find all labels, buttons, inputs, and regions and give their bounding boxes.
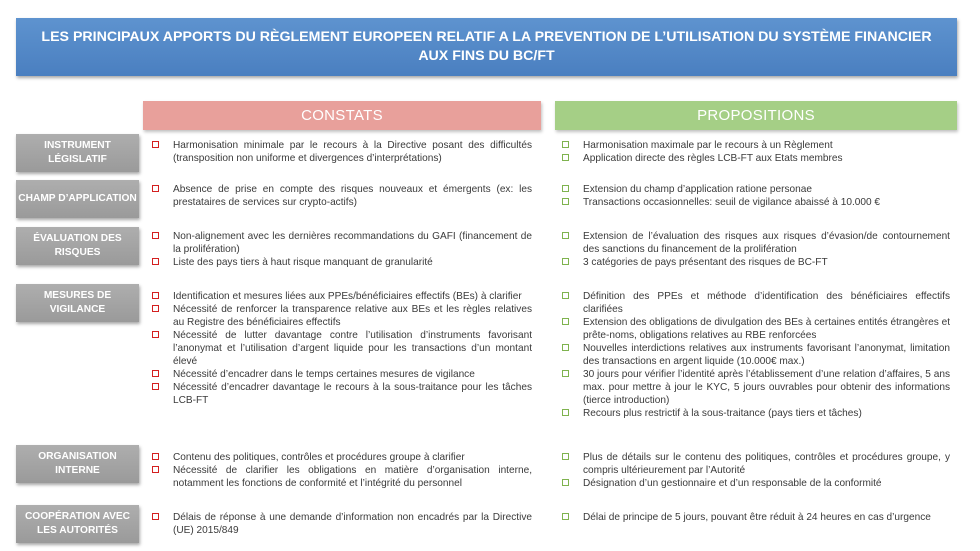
constats-organisation-interne: [151, 451, 532, 490]
propositions-cooperation-autorites: [561, 511, 950, 524]
list-item: Nécessité de clarifier les obligations en matière d’organisation interne, notamment les fonctions de conformité et l’intégrité du personnel: [151, 464, 532, 490]
list-item: 3 catégories de pays présentant des risques de BC-FT: [561, 256, 950, 269]
propositions-instrument-legislatif: [561, 139, 950, 165]
propositions-champ-application: [561, 183, 950, 209]
green-square-icon: [562, 232, 569, 239]
row-label-cooperation-autorites: COOPÉRATION AVEC LES AUTORITÉS: [16, 505, 139, 543]
constats-cooperation-autorites: [151, 511, 532, 537]
green-square-icon: [562, 479, 569, 486]
list-item: Extension des obligations de divulgation des BEs à certaines entités étrangères et prête-noms, obligations relatives au RBE renforcées: [561, 316, 950, 342]
red-square-icon: [152, 466, 159, 473]
propositions-evaluation-risques: [561, 230, 950, 269]
red-square-icon: [152, 185, 159, 192]
list-item: Extension de l’évaluation des risques aux risques d’évasion/de contournement des sanctions du financement de la prolifération: [561, 230, 950, 256]
green-square-icon: [562, 292, 569, 299]
green-square-icon: [562, 141, 569, 148]
list-item: Nécessité d’encadrer davantage le recours à la sous-traitance pour les tâches LCB-FT: [151, 381, 532, 407]
green-square-icon: [562, 453, 569, 460]
page-title: LES PRINCIPAUX APPORTS DU RÈGLEMENT EUROPEEN RELATIF A LA PREVENTION DE L’UTILISATION DU SYSTÈME FINANCIER AUX FINS DU BC/FT: [16, 18, 957, 76]
row-label-instrument-legislatif: INSTRUMENT LÉGISLATIF: [16, 134, 139, 172]
propositions-mesures-vigilance: [561, 290, 950, 420]
list-item: Transactions occasionnelles: seuil de vigilance abaissé à 10.000 €: [561, 196, 950, 209]
constats-header: CONSTATS: [143, 101, 541, 130]
green-square-icon: [562, 198, 569, 205]
list-item: Désignation d’un gestionnaire et d’un responsable de la conformité: [561, 477, 950, 490]
list-item: Délai de principe de 5 jours, pouvant être réduit à 24 heures en cas d’urgence: [561, 511, 950, 524]
red-square-icon: [152, 232, 159, 239]
list-item: Délais de réponse à une demande d’information non encadrés par la Directive (UE) 2015/849: [151, 511, 532, 537]
constats-champ-application: [151, 183, 532, 209]
list-item: Application directe des règles LCB-FT aux Etats membres: [561, 152, 950, 165]
list-item: Extension du champ d’application ratione personae: [561, 183, 950, 196]
red-square-icon: [152, 331, 159, 338]
green-square-icon: [562, 344, 569, 351]
list-item: Absence de prise en compte des risques nouveaux et émergents (ex: les prestataires de services sur crypto-actifs): [151, 183, 532, 209]
green-square-icon: [562, 513, 569, 520]
list-item: Liste des pays tiers à haut risque manquant de granularité: [151, 256, 532, 269]
constats-evaluation-risques: [151, 230, 532, 269]
constats-mesures-vigilance: [151, 290, 532, 407]
green-square-icon: [562, 185, 569, 192]
list-item: Nouvelles interdictions relatives aux instruments favorisant l’anonymat, limitation des transactions en argent liquide (10.000€ max.): [561, 342, 950, 368]
red-square-icon: [152, 258, 159, 265]
red-square-icon: [152, 453, 159, 460]
red-square-icon: [152, 305, 159, 312]
green-square-icon: [562, 318, 569, 325]
row-label-evaluation-risques: ÉVALUATION DES RISQUES: [16, 227, 139, 265]
list-item: Recours plus restrictif à la sous-traitance (pays tiers et tâches): [561, 407, 950, 420]
red-square-icon: [152, 370, 159, 377]
green-square-icon: [562, 154, 569, 161]
constats-instrument-legislatif: [151, 139, 532, 165]
row-label-organisation-interne: ORGANISATION INTERNE: [16, 445, 139, 483]
red-square-icon: [152, 383, 159, 390]
red-square-icon: [152, 292, 159, 299]
propositions-organisation-interne: [561, 451, 950, 490]
list-item: Nécessité de lutter davantage contre l’utilisation d’instruments favorisant l’anonymat et l’utilisation d’argent liquide pour les transactions d’un montant élevé: [151, 329, 532, 368]
row-label-mesures-vigilance: MESURES DE VIGILANCE: [16, 284, 139, 322]
list-item: Définition des PPEs et méthode d’identification des bénéficiaires effectifs clarifiées: [561, 290, 950, 316]
list-item: Nécessité de renforcer la transparence relative aux BEs et les règles relatives au Registre des bénéficiaires effectifs: [151, 303, 532, 329]
list-item: Contenu des politiques, contrôles et procédures groupe à clarifier: [151, 451, 532, 464]
list-item: Harmonisation maximale par le recours à un Règlement: [561, 139, 950, 152]
list-item: Harmonisation minimale par le recours à la Directive posant des difficultés (transposition non uniforme et divergences d’interprétations): [151, 139, 532, 165]
list-item: Identification et mesures liées aux PPEs/bénéficiaires effectifs (BEs) à clarifier: [151, 290, 532, 303]
propositions-header: PROPOSITIONS: [555, 101, 957, 130]
green-square-icon: [562, 258, 569, 265]
row-label-champ-application: CHAMP D’APPLICATION: [16, 180, 139, 218]
list-item: 30 jours pour vérifier l’identité après l’établissement d’une relation d’affaires, 5 ans max. pour mettre à jour le KYC, 5 jours ouvrables pour obtenir des informations (tierce introduction): [561, 368, 950, 407]
list-item: Nécessité d’encadrer dans le temps certaines mesures de vigilance: [151, 368, 532, 381]
list-item: Plus de détails sur le contenu des politiques, contrôles et procédures groupe, y compris ultérieurement par l’Autorité: [561, 451, 950, 477]
red-square-icon: [152, 141, 159, 148]
red-square-icon: [152, 513, 159, 520]
green-square-icon: [562, 409, 569, 416]
green-square-icon: [562, 370, 569, 377]
list-item: Non-alignement avec les dernières recommandations du GAFI (financement de la prolifération): [151, 230, 532, 256]
